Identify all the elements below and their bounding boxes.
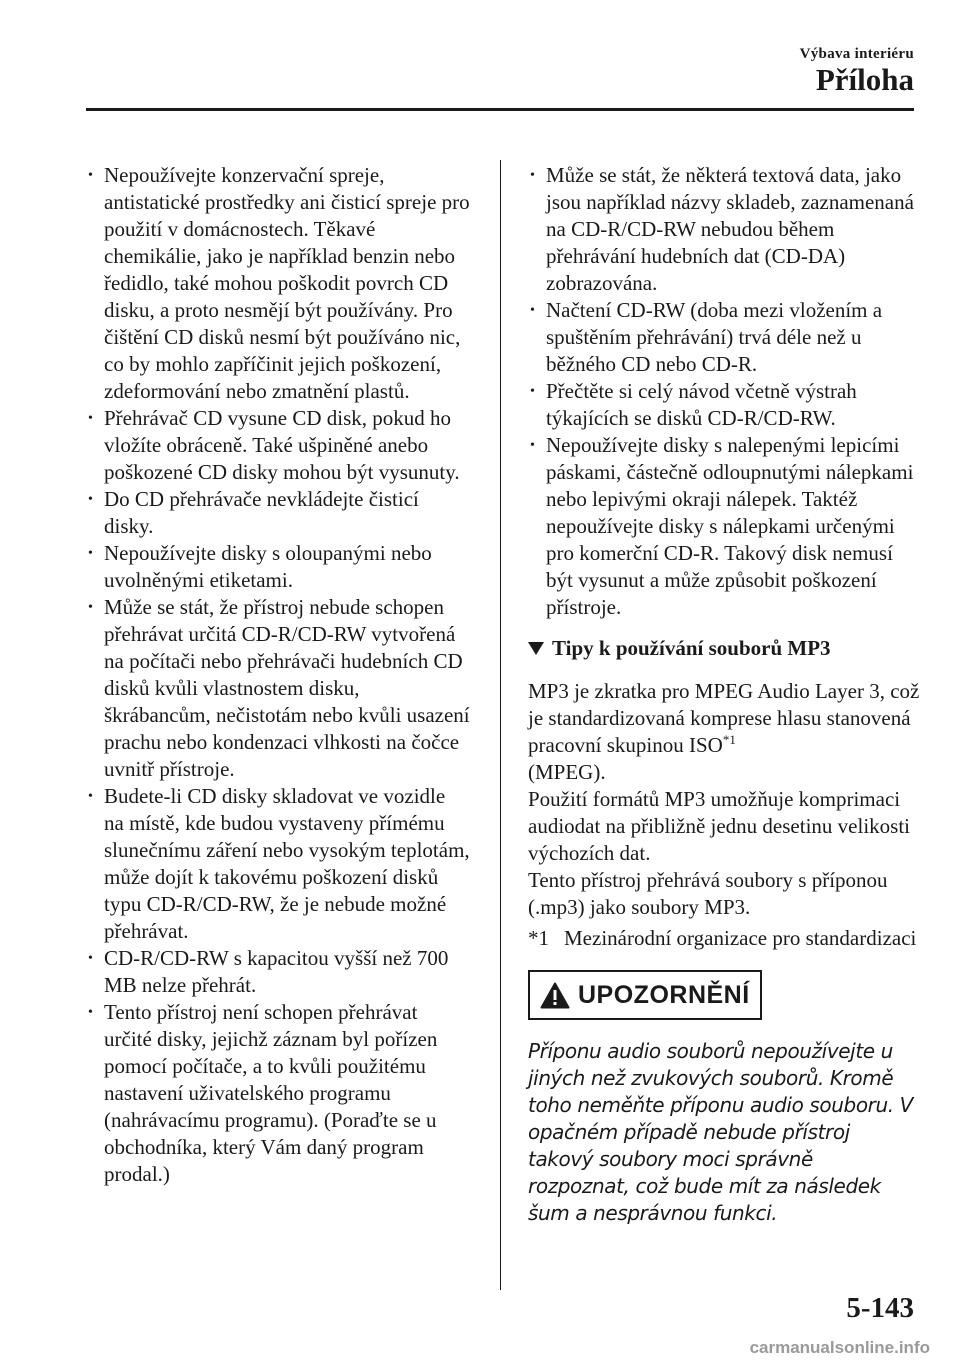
bullet-dot-icon: • (88, 492, 93, 507)
bullet-dot-icon: • (88, 411, 93, 426)
warning-text: Příponu audio souborů nepoužívejte u jiných než zvukových souborů. Kromě toho neměňte příponu audio souboru. V opačném případě nebude přístroj takový soubory moci správně rozpoznat, což bude mít za následek šum a nesprávnou funkci. (528, 1039, 913, 1225)
page-number: 5-143 (846, 1292, 914, 1324)
right-column (528, 162, 920, 1227)
footnote (528, 925, 920, 952)
bullet-dot-icon: • (88, 600, 93, 615)
bullet-dot-icon: • (88, 789, 93, 804)
left-bullet-list (86, 162, 470, 1188)
mp3-description (528, 678, 920, 921)
list-item: • Načtení CD-RW (doba mezi vložením a spuštěním přehrávání) trvá déle než u běžného CD nebo CD-R. (530, 298, 883, 376)
list-item: • CD-R/CD-RW s kapacitou vyšší než 700 MB nelze přehrát. (88, 946, 449, 997)
left-column (86, 162, 470, 1188)
page-title: Příloha (815, 62, 914, 97)
section-heading: Tipy k používání souborů MP3 (528, 635, 920, 662)
warning-triangle-icon (540, 982, 570, 1009)
bullet-dot-icon: • (530, 438, 535, 453)
list-item: • Může se stát, že některá textová data, jako jsou například názvy skladeb, zaznamenaná na CD-R/CD-RW nebudou během přehrávání hudebních dat (CD-DA) zobrazována. (530, 163, 914, 295)
header-subtitle: Výbava interiéru (799, 46, 914, 62)
warning-label: UPOZORNĚNÍ (578, 980, 750, 1009)
list-item: • Nepoužívejte konzervační spreje, antistatické prostředky ani čisticí spreje pro použití v domácnostech. Těkavé chemikálie, jako je například benzin nebo ředidlo, také mohou poškodit povrch CD disku, a proto nesmějí být používány. Pro čištění CD disků nesmí být používáno nic, co by mohlo zapříčinit jejich poškození, zdeformování nebo zmatnění plastů. (88, 163, 470, 403)
list-item: • Nepoužívejte disky s nalepenými lepicími páskami, částečně odloupnutými nálepkami nebo lepivými okraji nálepek. Taktéž nepoužívejte disky s nálepkami určenými pro komerční CD-R. Takový disk nemusí být vysunut a může způsobit poškození přístroje. (530, 433, 914, 619)
bullet-dot-icon: • (88, 546, 93, 561)
paragraph-compression: Použití formátů MP3 umožňuje komprimaci audiodat na přibližně jednu desetinu velikosti výchozích dat. (528, 787, 910, 865)
footnote-text: Mezinárodní organizace pro standardizaci (564, 926, 917, 950)
list-item: • Nepoužívejte disky s oloupanými nebo uvolněnými etiketami. (88, 541, 432, 592)
column-divider (500, 160, 501, 1290)
triangle-down-icon (528, 642, 544, 655)
list-item: • Přehrávač CD vysune CD disk, pokud ho vložíte obráceně. Také ušpiněné anebo poškozené CD disky mohou být vysunuty. (88, 406, 460, 484)
right-bullet-list (528, 162, 920, 621)
list-item: • Tento přístroj není schopen přehrávat určité disky, jejichž záznam byl pořízen pomocí počítače, a to kvůli použitému nastavení uživatelského programu (nahrávacímu programu). (Poraďte se u obchodníka, který Vám daný program prodal.) (88, 1000, 438, 1186)
header-rule (86, 108, 914, 111)
paragraph-playback: Tento přístroj přehrává soubory s příponou (.mp3) jako soubory MP3. (528, 868, 888, 919)
bullet-dot-icon: • (88, 1005, 93, 1020)
bullet-dot-icon: • (530, 303, 535, 318)
list-item: • Do CD přehrávače nevkládejte čisticí disky. (88, 487, 419, 538)
paragraph-mp3-definition: MP3 je zkratka pro MPEG Audio Layer 3, což je standardizovaná komprese hlasu stanovená pracovní skupinou ISO$^{*1}$ (MPEG). (528, 679, 920, 784)
footnote-reference: *1 (722, 732, 736, 747)
bullet-dot-icon: • (88, 951, 93, 966)
footnote-mark: *1 (528, 926, 549, 950)
watermark: carmanualsonline.info (749, 1338, 930, 1357)
bullet-dot-icon: • (530, 168, 535, 183)
list-item: • Budete-li CD disky skladovat ve vozidle na místě, kde budou vystaveny přímému slunečnímu záření nebo vysokým teplotám, může dojít k takovému poškození disků typu CD-R/CD-RW, že je nebude možné přehrávat. (88, 784, 470, 943)
list-item: • Může se stát, že přístroj nebude schopen přehrávat určitá CD-R/CD-RW vytvořená na počítači nebo přehrávači hudebních CD disků kvůli vlastnostem disku, škrábancům, nečistotám nebo kvůli usazení prachu nebo kondenzaci vlhkosti na čočce uvnitř přístroje. (88, 595, 470, 781)
list-item: • Přečtěte si celý návod včetně výstrah týkajících se disků CD-R/CD-RW. (530, 379, 857, 430)
bullet-dot-icon: • (88, 168, 93, 183)
bullet-dot-icon: • (530, 384, 535, 399)
warning-box (528, 970, 762, 1020)
